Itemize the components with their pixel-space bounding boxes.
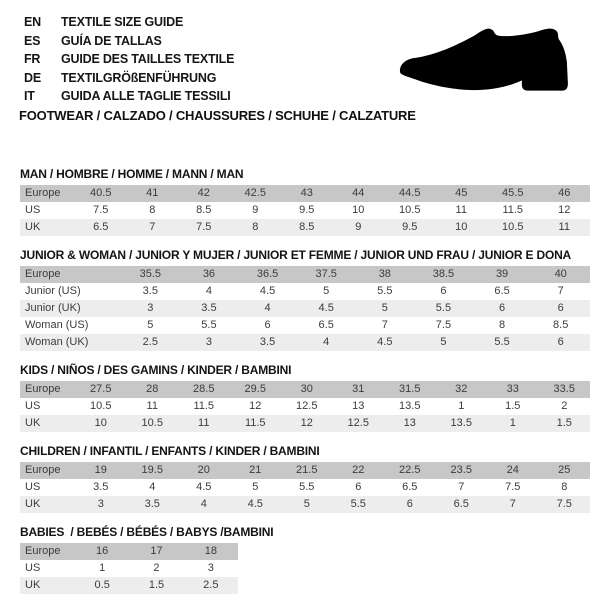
language-code: EN [24, 15, 41, 30]
size-cell: 13.5 [450, 417, 472, 429]
size-cell: 2.5 [203, 579, 219, 591]
size-cell: 11 [146, 400, 158, 412]
size-cell: 4 [149, 481, 156, 493]
size-cell: 3 [97, 498, 104, 510]
size-cell: 12 [558, 204, 571, 216]
language-label: TEXTILGRÖßENFÜHRUNG [61, 70, 217, 85]
row-label: Europe [25, 268, 61, 280]
size-cell: 8 [561, 481, 568, 493]
size-cell: 46 [558, 187, 571, 199]
size-cell: 23.5 [450, 464, 472, 476]
size-cell: 10.5 [502, 221, 524, 233]
size-cell: 33.5 [553, 383, 575, 395]
size-cell: 1.5 [148, 579, 165, 591]
size-cell: 1 [509, 417, 516, 429]
language-row [24, 50, 234, 69]
size-cell: 8.5 [553, 319, 569, 331]
section-man [20, 168, 592, 236]
row-label: US [25, 562, 41, 574]
size-table-junior-woman [20, 266, 590, 351]
size-cell: 17 [150, 545, 163, 557]
section-children [20, 445, 592, 513]
size-cell: 4.5 [259, 285, 276, 297]
size-cell: 2 [153, 562, 160, 574]
table-row [20, 479, 590, 496]
size-cell: 11 [455, 204, 467, 216]
category-title: FOOTWEAR / CALZADO / CHAUSSURES / SCHUHE / CALZATURE [19, 108, 416, 123]
size-cell: 7.5 [196, 221, 212, 233]
size-cell: 5.5 [201, 319, 217, 331]
size-cell: 10 [94, 417, 107, 429]
size-cell: 6 [264, 319, 271, 331]
size-cell: 4.5 [247, 498, 263, 510]
size-cell: 6.5 [453, 498, 469, 510]
size-cell: 6 [355, 481, 362, 493]
table-row [20, 219, 590, 236]
size-cell: 4 [205, 285, 212, 297]
language-row [24, 32, 234, 51]
size-cell: 31 [352, 383, 365, 395]
language-label: GUIDA ALLE TAGLIE TESSILI [61, 89, 231, 104]
section-title: MAN / HOMBRE / HOMME / MANN / MAN [20, 167, 244, 181]
size-cell: 27.5 [90, 383, 112, 395]
size-cell: 3 [147, 302, 154, 314]
size-cell: 2 [561, 400, 568, 412]
size-cell: 4.5 [318, 302, 334, 314]
size-cell: 4 [264, 302, 271, 314]
size-cell: 8 [252, 221, 259, 233]
size-cell: 6 [499, 302, 506, 314]
row-label: US [25, 481, 41, 493]
language-code: DE [24, 70, 41, 85]
size-cell: 11 [558, 221, 570, 233]
size-cell: 24 [506, 464, 519, 476]
language-row [24, 87, 234, 106]
language-label: GUÍA DE TALLAS [61, 33, 162, 48]
dress-shoe-icon [398, 27, 572, 99]
section-title: KIDS / NIÑOS / DES GAMINS / KINDER / BAMBINI [20, 363, 292, 377]
size-cell: 38 [378, 268, 391, 280]
row-label: Europe [25, 464, 61, 476]
size-cell: 28 [146, 383, 159, 395]
size-cell: 44.5 [399, 187, 421, 199]
row-label: Woman (UK) [25, 336, 89, 348]
size-cell: 42.5 [244, 187, 266, 199]
size-cell: 6 [557, 336, 564, 348]
table-row [20, 317, 590, 334]
size-cell: 45.5 [502, 187, 524, 199]
size-cell: 7 [458, 481, 465, 493]
row-label: UK [25, 221, 41, 233]
size-cell: 7.5 [556, 498, 572, 510]
table-row [20, 543, 238, 560]
size-cell: 20 [197, 464, 210, 476]
table-row [20, 266, 590, 283]
size-cell: 6.5 [402, 481, 418, 493]
size-cell: 5.5 [494, 336, 510, 348]
size-cell: 10 [455, 221, 468, 233]
size-cell: 5.5 [350, 498, 366, 510]
size-cell: 31.5 [399, 383, 421, 395]
row-label: Woman (US) [25, 319, 89, 331]
size-cell: 10 [352, 204, 365, 216]
section-junior-woman [20, 249, 592, 351]
size-cell: 1 [99, 562, 106, 574]
size-cell: 7 [557, 285, 564, 297]
size-cell: 9.5 [402, 221, 418, 233]
section-kids [20, 364, 592, 432]
size-cell: 10.5 [141, 417, 163, 429]
size-cell: 28.5 [193, 383, 215, 395]
size-cell: 36 [202, 268, 216, 280]
size-cell: 5 [323, 285, 330, 297]
row-label: Junior (UK) [25, 302, 81, 314]
size-cell: 0.5 [94, 579, 110, 591]
size-cell: 19.5 [141, 464, 163, 476]
size-cell: 9 [355, 221, 362, 233]
size-cell: 36.5 [256, 268, 279, 280]
size-cell: 3.5 [93, 481, 109, 493]
size-cell: 3.5 [201, 302, 217, 314]
size-cell: 7.5 [505, 481, 521, 493]
size-cell: 30 [300, 383, 313, 395]
row-label: US [25, 204, 41, 216]
size-cell: 7.5 [435, 319, 452, 331]
size-cell: 13 [403, 417, 416, 429]
size-table-man [20, 185, 590, 236]
size-cell: 41 [146, 187, 159, 199]
language-row [24, 69, 234, 88]
table-row [20, 283, 590, 300]
size-cell: 5.5 [377, 285, 393, 297]
size-cell: 29.5 [244, 383, 266, 395]
language-row [24, 13, 234, 32]
size-cell: 3.5 [259, 336, 276, 348]
table-row [20, 185, 590, 202]
size-cell: 5 [147, 319, 154, 331]
table-row [20, 462, 590, 479]
size-cell: 10.5 [90, 400, 112, 412]
size-cell: 1.5 [505, 400, 521, 412]
size-cell: 10.5 [399, 204, 421, 216]
size-cell: 11.5 [502, 204, 524, 216]
size-cell: 11.5 [244, 417, 266, 429]
table-row [20, 415, 590, 432]
size-cell: 8 [149, 204, 156, 216]
size-cell: 21.5 [296, 464, 318, 476]
size-cell: 6 [557, 302, 564, 314]
table-row [20, 334, 590, 351]
size-cell: 7 [149, 221, 156, 233]
size-cell: 7 [381, 319, 388, 331]
size-cell: 2.5 [142, 336, 158, 348]
size-cell: 6.5 [93, 221, 109, 233]
size-cell: 4.5 [377, 336, 393, 348]
row-label: Europe [25, 383, 61, 395]
size-cell: 13 [352, 400, 365, 412]
row-label: Junior (US) [25, 285, 81, 297]
table-row [20, 496, 590, 513]
size-cell: 43 [300, 187, 313, 199]
row-label: UK [25, 417, 41, 429]
size-cell: 3.5 [144, 498, 160, 510]
size-cell: 8.5 [196, 204, 212, 216]
section-title: JUNIOR & WOMAN / JUNIOR Y MUJER / JUNIOR ET FEMME / JUNIOR UND FRAU / JUNIOR E DONA [20, 248, 572, 262]
language-label: GUIDE DES TAILLES TEXTILE [61, 52, 235, 67]
size-cell: 18 [204, 545, 217, 557]
size-cell: 37.5 [315, 268, 337, 280]
size-cell: 21 [249, 464, 262, 476]
language-code: IT [24, 89, 35, 104]
table-row [20, 381, 590, 398]
size-cell: 5 [303, 498, 310, 510]
size-cell: 4 [323, 336, 330, 348]
size-tables [20, 168, 592, 600]
size-cell: 12.5 [296, 400, 318, 412]
size-cell: 9 [252, 204, 259, 216]
size-cell: 4 [200, 498, 207, 510]
size-cell: 11.5 [193, 400, 215, 412]
size-cell: 8.5 [299, 221, 315, 233]
size-cell: 3.5 [142, 285, 158, 297]
size-cell: 16 [96, 545, 109, 557]
size-cell: 33 [506, 383, 519, 395]
row-label: Europe [25, 545, 61, 557]
size-cell: 1 [458, 400, 465, 412]
section-title: BABIES / BEBÉS / BÉBÉS / BABYS /BAMBINI [20, 525, 274, 539]
size-cell: 1.5 [556, 417, 572, 429]
language-code: FR [24, 52, 41, 67]
size-cell: 5.5 [435, 302, 452, 314]
size-table-children [20, 462, 590, 513]
row-label: UK [25, 579, 41, 591]
size-cell: 44 [352, 187, 365, 199]
size-cell: 42 [197, 187, 210, 199]
size-cell: 13.5 [399, 400, 421, 412]
size-cell: 22.5 [399, 464, 421, 476]
size-cell: 3 [205, 336, 212, 348]
size-table-kids [20, 381, 590, 432]
size-cell: 7.5 [93, 204, 109, 216]
size-cell: 5.5 [299, 481, 315, 493]
table-row [20, 202, 590, 219]
size-cell: 5 [381, 302, 388, 314]
size-cell: 8 [499, 319, 506, 331]
size-cell: 6.5 [318, 319, 334, 331]
size-cell: 9.5 [299, 204, 315, 216]
row-label: Europe [25, 187, 61, 199]
size-cell: 32 [455, 383, 468, 395]
section-babies [20, 526, 592, 594]
language-list [24, 13, 234, 106]
size-cell: 39 [495, 268, 509, 280]
size-cell: 35.5 [139, 268, 162, 280]
size-cell: 12.5 [347, 417, 369, 429]
size-table-babies [20, 543, 238, 594]
size-cell: 5 [440, 336, 447, 348]
section-title: CHILDREN / INFANTIL / ENFANTS / KINDER / BAMBINI [20, 444, 320, 458]
size-cell: 45 [455, 187, 468, 199]
table-row [20, 560, 238, 577]
size-cell: 22 [352, 464, 365, 476]
table-row [20, 300, 590, 317]
size-cell: 40.5 [90, 187, 112, 199]
size-cell: 5 [252, 481, 259, 493]
size-cell: 12 [249, 400, 262, 412]
size-cell: 4.5 [196, 481, 212, 493]
table-row [20, 398, 590, 415]
size-cell: 25 [558, 464, 571, 476]
row-label: US [25, 400, 41, 412]
language-label: TEXTILE SIZE GUIDE [61, 15, 184, 30]
size-cell: 38.5 [432, 268, 455, 280]
row-label: UK [25, 498, 41, 510]
size-cell: 6 [406, 498, 413, 510]
size-cell: 12 [300, 417, 313, 429]
table-row [20, 577, 238, 594]
size-cell: 11 [198, 417, 210, 429]
size-cell: 3 [207, 562, 214, 574]
size-cell: 40 [554, 268, 567, 280]
language-code: ES [24, 33, 41, 48]
size-cell: 19 [94, 464, 107, 476]
size-cell: 6.5 [494, 285, 510, 297]
size-cell: 7 [509, 498, 516, 510]
size-cell: 6 [440, 285, 447, 297]
